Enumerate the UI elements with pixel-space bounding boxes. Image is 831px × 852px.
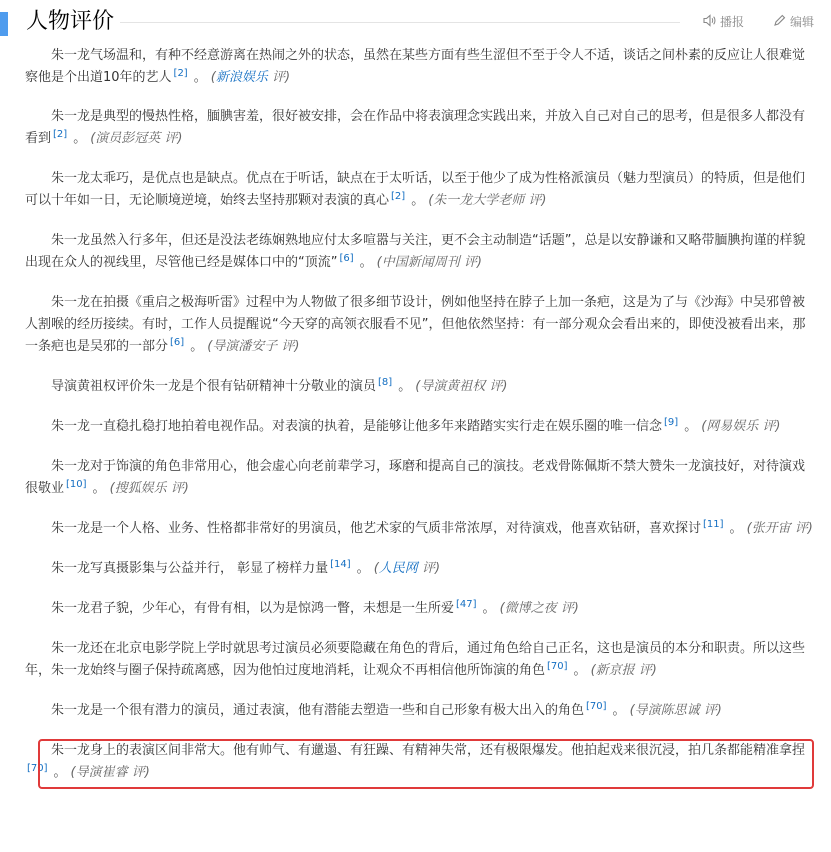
entry-source: 评 [421,561,435,576]
entry-text: 朱一龙君子貌，少年心，有骨有相，以为是惊鸿一瞥，未想是一生所爱 [51,601,455,616]
edit-label: 编辑 [790,15,815,29]
title-divider [120,22,680,23]
citation-link[interactable]: [6] [170,336,185,348]
section-accent-bar [0,12,8,36]
citation-link[interactable]: [6] [339,252,354,264]
entry-text: 朱一龙写真摄影集与公益并行， 彰显了榜样力量 [51,561,329,576]
entry-source: 微博之夜 评 [504,601,574,616]
entry-text: 朱一龙气场温和，有种不经意游离在热闹之外的状态，虽然在某些方面有些生涩但不至于令人不适，谈话之间朴素的反应让人很难觉察他是个出道10年的艺人 [25,48,806,85]
entry-source: 朱一龙大学老师 评 [433,193,542,208]
entry-source: 搜狐娱乐 评 [114,481,184,496]
entry-text: 导演黄祖权评价朱一龙是个很有钻研精神十分敬业的演员 [51,379,377,394]
entry-source: 新京报 评 [595,663,652,678]
section-header [0,0,831,44]
listen-label: 播报 [720,15,745,29]
evaluation-paragraph: 朱一龙太乖巧，是优点也是缺点。优点在于听话，缺点在于太听话，以至于他少了成为性格派演员（魅力型演员）的特质，但是他们可以十年如一日，无论顺境逆境，始终去坚持那颗对表演的真心 [2] 。 (朱一龙大学老师 评) [25,171,806,208]
entry-source: 中国新闻周刊 评 [381,255,477,270]
entry-source: 导演黄祖权 评 [420,379,503,394]
entry-text: 朱一龙身上的表演区间非常大。他有帅气、有邋遢、有狂躁、有精神失常，还有极限爆发。他拍起戏来很沉浸，拍几条都能精准拿捏 [51,743,806,758]
entry-text: 朱一龙对于饰演的角色非常用心，他会虚心向老前辈学习，琢磨和提高自己的演技。老戏骨陈佩斯不禁大赞朱一龙演技好，对待演戏很敬业 [25,459,806,496]
entry-text: 朱一龙是典型的慢热性格，腼腆害羞，很好被安排，会在作品中将表演理念实践出来，并放入自己对自己的思考，但是很多人都没有看到 [25,109,806,146]
entry-text: 朱一龙在拍摄《重启之极海听雷》过程中为人物做了很多细节设计，例如他坚持在脖子上加一条疤，这是为了与《沙海》中吴邪曾被人割喉的经历接续。有时，工作人员提醒说“今天穿的高领衣服看不见”，但他依然坚持：有一部分观众会看出来的，即使没被看出来，那一条疤也是吴邪的一部分 [25,295,806,354]
evaluation-paragraph: 朱一龙一直稳扎稳打地拍着电视作品。对表演的执着，是能够让他多年来踏踏实实行走在娱乐圈的唯一信念 [9] 。 (网易娱乐 评) [51,416,781,434]
citation-link[interactable]: [2] [53,128,68,140]
evaluation-paragraph: 朱一龙气场温和，有种不经意游离在热闹之外的状态，虽然在某些方面有些生涩但不至于令人不适，谈话之间朴素的反应让人很难觉察他是个出道10年的艺人 [2] 。 (新浪娱乐 评) [25,48,806,85]
citation-link[interactable]: [11] [703,518,724,530]
evaluation-paragraph: 朱一龙君子貌，少年心，有骨有相，以为是惊鸿一瞥，未想是一生所爱 [47] 。 (微博之夜 评) [51,598,579,616]
citation-link[interactable]: [70] [586,700,607,712]
entry-source: 导演潘安子 评 [212,339,295,354]
citation-link[interactable]: [14] [330,558,351,570]
evaluation-paragraph: 朱一龙虽然入行多年，但还是没法老练娴熟地应付太多喧嚣与关注，更不会主动制造“话题”，总是以安静谦和又略带腼腆拘谨的样貌出现在众人的视线里，尽管他已经是媒体口中的“顶流” [6] 。 (中国新闻周刊 评) [25,233,806,270]
citation-link[interactable]: [47] [456,598,477,610]
highlight-box [38,739,814,789]
speaker-icon [703,14,716,31]
entry-source: 网易娱乐 评 [706,419,776,434]
evaluation-paragraph: 导演黄祖权评价朱一龙是个很有钻研精神十分敬业的演员 [8] 。 (导演黄祖权 评) [51,376,508,394]
evaluation-paragraph: 朱一龙是一个很有潜力的演员，通过表演，他有潜能去塑造一些和自己形象有极大出入的角色 [70] 。 (导演陈思诚 评) [51,700,722,718]
evaluation-paragraph: 朱一龙是典型的慢热性格，腼腆害羞，很好被安排，会在作品中将表演理念实践出来，并放入自己对自己的思考，但是很多人都没有看到 [2] 。 (演员彭冠英 评) [25,109,806,146]
citation-link[interactable]: [70] [547,660,568,672]
section-title: 人物评价 [26,9,115,34]
entry-source: 导演陈思诚 评 [634,703,717,718]
entry-text: 朱一龙是一个很有潜力的演员，通过表演，他有潜能去塑造一些和自己形象有极大出入的角色 [51,703,585,718]
evaluation-paragraph: 朱一龙在拍摄《重启之极海听雷》过程中为人物做了很多细节设计，例如他坚持在脖子上加一条疤，这是为了与《沙海》中吴邪曾被人割喉的经历接续。有时，工作人员提醒说“今天穿的高领衣服看不见”，但他依然坚持：有一部分观众会看出来的，即使没被看出来，那一条疤也是吴邪的一部分 [6] 。 (导演潘安子 评) [25,295,806,354]
pencil-icon [773,14,786,31]
source-link[interactable]: 新浪娱乐 [215,70,268,85]
evaluation-list [25,45,815,784]
entry-source: 张开宙 评 [751,521,808,536]
citation-link[interactable]: [8] [378,376,393,388]
evaluation-paragraph: 朱一龙写真摄影集与公益并行， 彰显了榜样力量 [14] 。 (人民网 评) [51,558,441,576]
source-link[interactable]: 人民网 [378,561,418,576]
entry-text: 朱一龙是一个人格、业务、性格都非常好的男演员，他艺术家的气质非常浓厚，对待演戏，他喜欢钻研，喜欢探讨 [51,521,702,536]
entry-text: 朱一龙一直稳扎稳打地拍着电视作品。对表演的执着，是能够让他多年来踏踏实实行走在娱乐圈的唯一信念 [51,419,663,434]
entry-source: 评 [271,70,285,85]
citation-link[interactable]: [2] [391,190,406,202]
entry-source: 导演崔睿 评 [75,765,145,780]
evaluation-paragraph: 朱一龙是一个人格、业务、性格都非常好的男演员，他艺术家的气质非常浓厚，对待演戏，他喜欢钻研，喜欢探讨 [11] 。 (张开宙 评) [51,518,813,536]
listen-button[interactable] [703,14,744,31]
citation-link[interactable]: [70] [27,762,48,774]
citation-link[interactable]: [9] [664,416,679,428]
evaluation-paragraph: 朱一龙身上的表演区间非常大。他有帅气、有邋遢、有狂躁、有精神失常，还有极限爆发。他拍起戏来很沉浸，拍几条都能精准拿捏[70] 。 (导演崔睿 评) [27,743,806,780]
edit-button[interactable] [773,14,814,31]
entry-text: 朱一龙还在北京电影学院上学时就思考过演员必须要隐藏在角色的背后，通过角色给自己正名，这也是演员的本分和职责。所以这些年，朱一龙始终与圈子保持疏离感，因为他怕过度地消耗，让观众不再相信他所饰演的角色 [25,641,806,678]
citation-link[interactable]: [2] [173,67,188,79]
entry-text: 朱一龙虽然入行多年，但还是没法老练娴熟地应付太多喧嚣与关注，更不会主动制造“话题”，总是以安静谦和又略带腼腆拘谨的样貌出现在众人的视线里，尽管他已经是媒体口中的“顶流” [25,233,806,270]
evaluation-paragraph: 朱一龙对于饰演的角色非常用心，他会虚心向老前辈学习，琢磨和提高自己的演技。老戏骨陈佩斯不禁大赞朱一龙演技好，对待演戏很敬业 [10] 。 (搜狐娱乐 评) [25,459,806,496]
entry-text: 朱一龙太乖巧，是优点也是缺点。优点在于听话，缺点在于太听话，以至于他少了成为性格派演员（魅力型演员）的特质，但是他们可以十年如一日，无论顺境逆境，始终去坚持那颗对表演的真心 [25,171,806,208]
entry-source: 演员彭冠英 评 [95,131,178,146]
evaluation-paragraph: 朱一龙还在北京电影学院上学时就思考过演员必须要隐藏在角色的背后，通过角色给自己正名，这也是演员的本分和职责。所以这些年，朱一龙始终与圈子保持疏离感，因为他怕过度地消耗，让观众不再相信他所饰演的角色 [70] 。 (新京报 评) [25,641,806,678]
citation-link[interactable]: [10] [66,478,87,490]
